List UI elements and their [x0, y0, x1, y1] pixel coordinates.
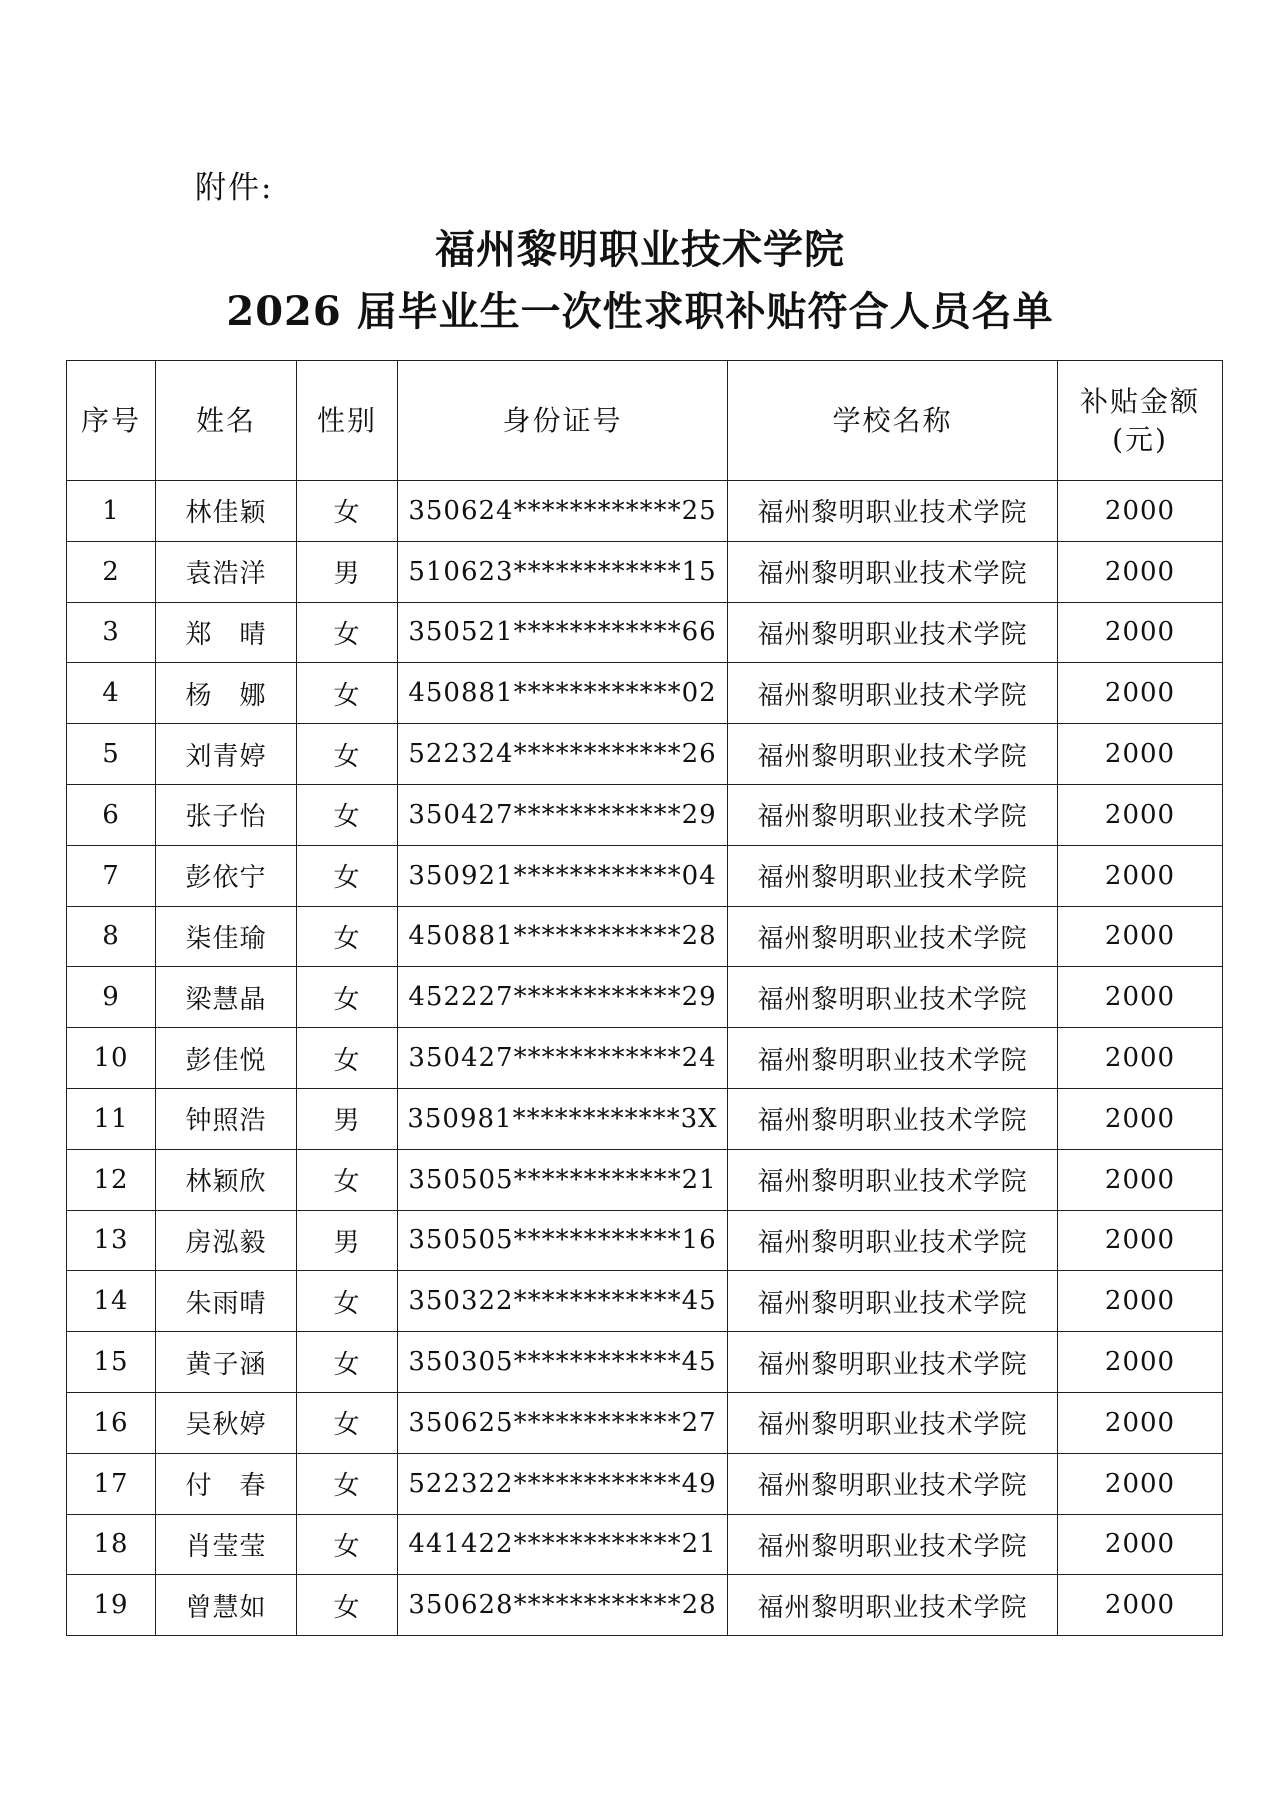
- cell-id-number: 450881************02: [398, 663, 728, 724]
- cell-gender: 女: [297, 724, 398, 785]
- document-subtitle: 2026 届毕业生一次性求职补贴符合人员名单: [226, 288, 1054, 335]
- table-row: [67, 784, 1223, 845]
- cell-school: 福州黎明职业技术学院: [728, 1332, 1058, 1393]
- table-header-row: [67, 361, 1223, 481]
- cell-amount: 2000: [1058, 724, 1223, 785]
- cell-gender: 女: [297, 784, 398, 845]
- table-row: [67, 1332, 1223, 1393]
- cell-school: 福州黎明职业技术学院: [728, 602, 1058, 663]
- cell-gender: 女: [297, 845, 398, 906]
- cell-school: 福州黎明职业技术学院: [728, 1392, 1058, 1453]
- cell-amount: 2000: [1058, 845, 1223, 906]
- cell-school: 福州黎明职业技术学院: [728, 541, 1058, 602]
- cell-seq: 19: [67, 1575, 156, 1636]
- table-row: [67, 1271, 1223, 1332]
- cell-school: 福州黎明职业技术学院: [728, 1028, 1058, 1089]
- cell-id-number: 452227************29: [398, 967, 728, 1028]
- cell-seq: 18: [67, 1514, 156, 1575]
- cell-amount: 2000: [1058, 967, 1223, 1028]
- table-row: [67, 967, 1223, 1028]
- cell-gender: 女: [297, 1271, 398, 1332]
- cell-id-number: 350981************3X: [398, 1088, 728, 1149]
- table-row: [67, 1028, 1223, 1089]
- cell-amount: 2000: [1058, 1332, 1223, 1393]
- cell-id-number: 450881************28: [398, 906, 728, 967]
- cell-amount: 2000: [1058, 1514, 1223, 1575]
- cell-school: 福州黎明职业技术学院: [728, 1575, 1058, 1636]
- cell-school: 福州黎明职业技术学院: [728, 845, 1058, 906]
- table-body: [67, 481, 1223, 1636]
- cell-gender: 女: [297, 1332, 398, 1393]
- header-seq: 序号: [67, 361, 156, 481]
- table-row: [67, 481, 1223, 542]
- cell-name: 彭佳悦: [156, 1028, 297, 1089]
- cell-id-number: 350322************45: [398, 1271, 728, 1332]
- cell-id-number: 350628************28: [398, 1575, 728, 1636]
- cell-id-number: 522324************26: [398, 724, 728, 785]
- cell-id-number: 350427************24: [398, 1028, 728, 1089]
- cell-seq: 4: [67, 663, 156, 724]
- cell-amount: 2000: [1058, 1088, 1223, 1149]
- cell-seq: 11: [67, 1088, 156, 1149]
- cell-id-number: 350505************21: [398, 1149, 728, 1210]
- cell-amount: 2000: [1058, 906, 1223, 967]
- table-row: [67, 906, 1223, 967]
- cell-seq: 8: [67, 906, 156, 967]
- cell-gender: 女: [297, 481, 398, 542]
- cell-id-number: 350624************25: [398, 481, 728, 542]
- cell-name: 肖莹莹: [156, 1514, 297, 1575]
- cell-seq: 9: [67, 967, 156, 1028]
- cell-school: 福州黎明职业技术学院: [728, 481, 1058, 542]
- cell-id-number: 350625************27: [398, 1392, 728, 1453]
- document-title: 福州黎明职业技术学院: [435, 226, 845, 273]
- cell-id-number: 441422************21: [398, 1514, 728, 1575]
- cell-amount: 2000: [1058, 784, 1223, 845]
- cell-amount: 2000: [1058, 481, 1223, 542]
- cell-school: 福州黎明职业技术学院: [728, 906, 1058, 967]
- cell-seq: 6: [67, 784, 156, 845]
- attachment-label: 附件:: [195, 170, 274, 206]
- cell-seq: 14: [67, 1271, 156, 1332]
- cell-name: 林佳颖: [156, 481, 297, 542]
- cell-id-number: 522322************49: [398, 1453, 728, 1514]
- cell-id-number: 350505************16: [398, 1210, 728, 1271]
- cell-seq: 7: [67, 845, 156, 906]
- table-row: [67, 724, 1223, 785]
- table-row: [67, 1392, 1223, 1453]
- header-school: 学校名称: [728, 361, 1058, 481]
- cell-gender: 女: [297, 967, 398, 1028]
- cell-amount: 2000: [1058, 1149, 1223, 1210]
- table-row: [67, 1514, 1223, 1575]
- cell-name: 梁慧晶: [156, 967, 297, 1028]
- cell-school: 福州黎明职业技术学院: [728, 1453, 1058, 1514]
- cell-gender: 女: [297, 1028, 398, 1089]
- table-row: [67, 1575, 1223, 1636]
- table-row: [67, 1149, 1223, 1210]
- cell-amount: 2000: [1058, 1575, 1223, 1636]
- table-row: [67, 845, 1223, 906]
- cell-seq: 2: [67, 541, 156, 602]
- header-amount-line1: 补贴金额: [1079, 384, 1200, 418]
- cell-seq: 12: [67, 1149, 156, 1210]
- cell-gender: 女: [297, 1453, 398, 1514]
- header-amount-line2: (元): [1112, 422, 1168, 456]
- cell-name: 付 春: [156, 1453, 297, 1514]
- cell-name: 柒佳瑜: [156, 906, 297, 967]
- cell-name: 朱雨晴: [156, 1271, 297, 1332]
- cell-amount: 2000: [1058, 1028, 1223, 1089]
- cell-seq: 1: [67, 481, 156, 542]
- cell-seq: 16: [67, 1392, 156, 1453]
- cell-name: 郑 晴: [156, 602, 297, 663]
- cell-id-number: 510623************15: [398, 541, 728, 602]
- cell-name: 袁浩洋: [156, 541, 297, 602]
- cell-gender: 男: [297, 541, 398, 602]
- cell-id-number: 350521************66: [398, 602, 728, 663]
- cell-school: 福州黎明职业技术学院: [728, 784, 1058, 845]
- cell-name: 彭依宁: [156, 845, 297, 906]
- cell-id-number: 350427************29: [398, 784, 728, 845]
- cell-name: 曾慧如: [156, 1575, 297, 1636]
- cell-amount: 2000: [1058, 1453, 1223, 1514]
- cell-name: 张子怡: [156, 784, 297, 845]
- cell-school: 福州黎明职业技术学院: [728, 967, 1058, 1028]
- cell-gender: 女: [297, 602, 398, 663]
- table-row: [67, 602, 1223, 663]
- cell-amount: 2000: [1058, 541, 1223, 602]
- cell-amount: 2000: [1058, 1392, 1223, 1453]
- cell-name: 黄子涵: [156, 1332, 297, 1393]
- cell-school: 福州黎明职业技术学院: [728, 1088, 1058, 1149]
- cell-id-number: 350305************45: [398, 1332, 728, 1393]
- cell-school: 福州黎明职业技术学院: [728, 1149, 1058, 1210]
- table-row: [67, 1453, 1223, 1514]
- cell-amount: 2000: [1058, 602, 1223, 663]
- cell-amount: 2000: [1058, 1271, 1223, 1332]
- cell-gender: 女: [297, 663, 398, 724]
- cell-name: 杨 娜: [156, 663, 297, 724]
- cell-id-number: 350921************04: [398, 845, 728, 906]
- cell-school: 福州黎明职业技术学院: [728, 1514, 1058, 1575]
- cell-name: 房泓毅: [156, 1210, 297, 1271]
- header-gender: 性别: [297, 361, 398, 481]
- cell-seq: 3: [67, 602, 156, 663]
- cell-amount: 2000: [1058, 663, 1223, 724]
- cell-amount: 2000: [1058, 1210, 1223, 1271]
- cell-name: 刘青婷: [156, 724, 297, 785]
- header-name: 姓名: [156, 361, 297, 481]
- cell-school: 福州黎明职业技术学院: [728, 663, 1058, 724]
- cell-seq: 10: [67, 1028, 156, 1089]
- cell-school: 福州黎明职业技术学院: [728, 1210, 1058, 1271]
- cell-gender: 女: [297, 1514, 398, 1575]
- cell-seq: 13: [67, 1210, 156, 1271]
- header-id: 身份证号: [398, 361, 728, 481]
- cell-seq: 17: [67, 1453, 156, 1514]
- cell-gender: 男: [297, 1088, 398, 1149]
- cell-gender: 女: [297, 1149, 398, 1210]
- table-row: [67, 1210, 1223, 1271]
- cell-name: 钟照浩: [156, 1088, 297, 1149]
- cell-school: 福州黎明职业技术学院: [728, 724, 1058, 785]
- cell-gender: 女: [297, 1575, 398, 1636]
- table-row: [67, 663, 1223, 724]
- roster-table: [66, 360, 1223, 1636]
- cell-name: 吴秋婷: [156, 1392, 297, 1453]
- cell-seq: 15: [67, 1332, 156, 1393]
- cell-seq: 5: [67, 724, 156, 785]
- table-row: [67, 1088, 1223, 1149]
- cell-name: 林颖欣: [156, 1149, 297, 1210]
- cell-gender: 男: [297, 1210, 398, 1271]
- cell-gender: 女: [297, 906, 398, 967]
- cell-gender: 女: [297, 1392, 398, 1453]
- header-amount: [1058, 361, 1223, 481]
- table-row: [67, 541, 1223, 602]
- cell-school: 福州黎明职业技术学院: [728, 1271, 1058, 1332]
